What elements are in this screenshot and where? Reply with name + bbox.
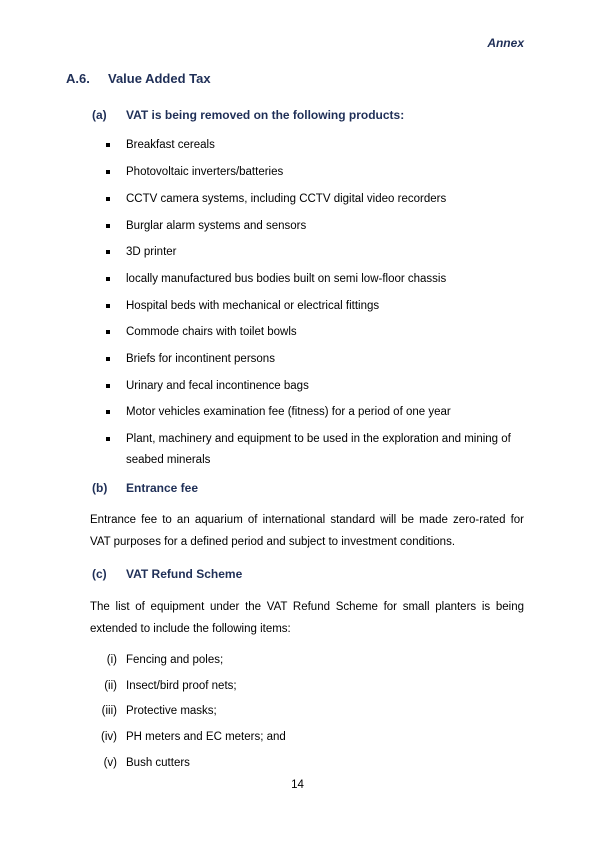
section-title: Value Added Tax [108, 71, 211, 86]
bullet-square-icon [106, 277, 110, 281]
list-item: Hospital beds with mechanical or electrical fittings [106, 296, 526, 317]
bullet-square-icon [106, 410, 110, 414]
list-item: locally manufactured bus bodies built on semi low-floor chassis [106, 269, 526, 290]
list-item: Burglar alarm systems and sensors [106, 216, 526, 237]
entrance-fee-paragraph: Entrance fee to an aquarium of international standard will be made zero-rated for VAT purposes for a defined period and subject to investment conditions. [90, 514, 524, 548]
annex-header: Annex [487, 36, 524, 50]
list-item: (ii) Insect/bird proof nets; [104, 680, 237, 692]
list-item: 3D printer [106, 242, 526, 263]
subsection-b-title: Entrance fee [126, 481, 199, 495]
list-item: Motor vehicles examination fee (fitness) for a period of one year [106, 402, 526, 423]
list-item: (iv) PH meters and EC meters; and [101, 731, 286, 743]
bullet-square-icon [106, 437, 110, 441]
list-item: Photovoltaic inverters/batteries [106, 162, 526, 183]
section-number: A.6. [66, 71, 90, 86]
list-item: Briefs for incontinent persons [106, 349, 526, 370]
subsection-a-label: (a) [92, 108, 107, 122]
list-item: Breakfast cereals [106, 135, 526, 156]
list-item: (iii) Protective masks; [101, 705, 217, 717]
list-item: (v) Bush cutters [103, 757, 190, 769]
list-item: (i) Fencing and poles; [106, 654, 224, 666]
bullet-square-icon [106, 357, 110, 361]
subsection-c-title: VAT Refund Scheme [126, 567, 243, 581]
bullet-square-icon [106, 143, 110, 147]
subsection-b-label: (b) [92, 481, 108, 495]
subsection-c-label: (c) [92, 567, 107, 581]
list-item: Urinary and fecal incontinence bags [106, 376, 526, 397]
refund-scheme-paragraph: The list of equipment under the VAT Refund Scheme for small planters is being extended to include the following items: [90, 601, 524, 635]
page-number: 14 [291, 779, 304, 791]
list-item: CCTV camera systems, including CCTV digital video recorders [106, 189, 526, 210]
list-item: Plant, machinery and equipment to be used in the exploration and mining of seabed minerals [106, 429, 526, 471]
bullet-square-icon [106, 384, 110, 388]
bullet-square-icon [106, 224, 110, 228]
subsection-a-title: VAT is being removed on the following products: [126, 108, 405, 122]
bullet-square-icon [106, 304, 110, 308]
bullet-square-icon [106, 197, 110, 201]
bullet-square-icon [106, 250, 110, 254]
bullet-square-icon [106, 170, 110, 174]
list-item: Commode chairs with toilet bowls [106, 322, 526, 343]
bullet-square-icon [106, 330, 110, 334]
